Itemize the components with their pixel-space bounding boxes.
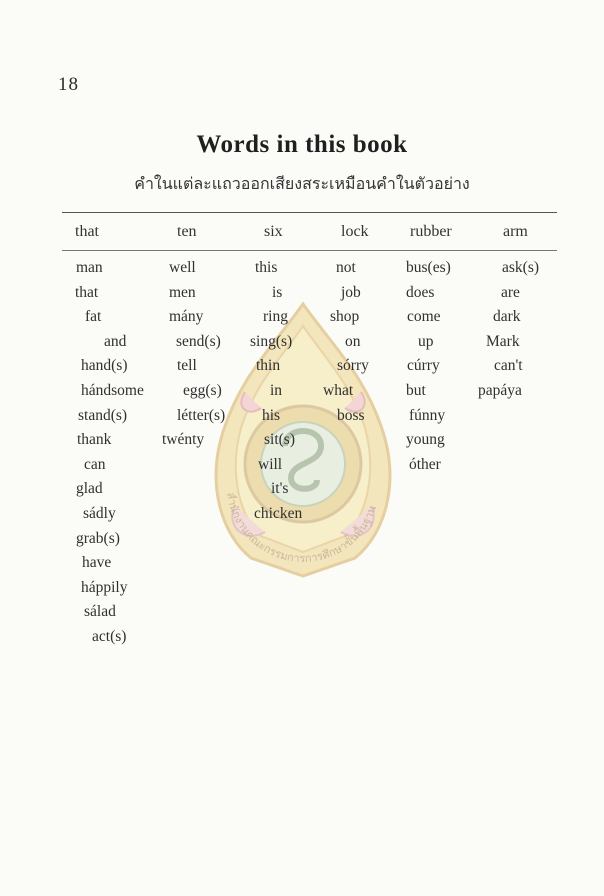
word-item: are bbox=[501, 283, 520, 301]
column-header-lock: lock bbox=[341, 223, 369, 240]
word-item: can bbox=[84, 455, 106, 473]
word-item: hand(s) bbox=[81, 357, 128, 375]
word-item: act(s) bbox=[92, 628, 127, 645]
column-header-arm: arm bbox=[503, 223, 528, 240]
word-item: tell bbox=[177, 357, 197, 375]
word-item: it's bbox=[271, 480, 289, 498]
word-item: fúnny bbox=[409, 406, 446, 424]
word-item: cúrry bbox=[407, 357, 440, 375]
word-item: have bbox=[82, 554, 112, 572]
word-item: on bbox=[345, 332, 361, 350]
word-item: and bbox=[104, 332, 127, 350]
word-item: man bbox=[76, 259, 103, 276]
column-header-rubber: rubber bbox=[410, 223, 452, 240]
word-item: papáya bbox=[478, 382, 522, 399]
watermark-seal-icon bbox=[205, 296, 401, 590]
word-item: up bbox=[418, 332, 434, 350]
word-item: in bbox=[270, 382, 283, 399]
word-item: bus(es) bbox=[406, 259, 451, 276]
word-item: can't bbox=[494, 357, 523, 375]
column-header-ten: ten bbox=[177, 223, 197, 240]
word-item: ask(s) bbox=[502, 259, 540, 276]
word-item: will bbox=[258, 455, 283, 473]
word-item: thin bbox=[256, 357, 281, 375]
word-item: sálad bbox=[84, 603, 116, 621]
column-header-six: six bbox=[264, 223, 283, 240]
word-item: stand(s) bbox=[78, 406, 128, 424]
word-item: mány bbox=[169, 308, 204, 326]
word-item: hándsome bbox=[81, 382, 144, 399]
word-item: sing(s) bbox=[250, 332, 293, 350]
word-item: sádly bbox=[83, 505, 116, 522]
word-item: his bbox=[262, 406, 281, 424]
word-item: come bbox=[407, 308, 441, 326]
word-item: send(s) bbox=[176, 332, 221, 350]
word-item: óther bbox=[409, 455, 441, 473]
page-title: Words in this book bbox=[196, 131, 408, 158]
word-item: ring bbox=[263, 308, 288, 326]
word-item: job bbox=[341, 283, 361, 301]
word-item: háppily bbox=[81, 578, 128, 596]
word-item: egg(s) bbox=[183, 382, 222, 399]
word-item: men bbox=[169, 283, 196, 301]
word-item: young bbox=[406, 431, 445, 449]
svg-text:สำนักงานคณะกรรมการการศึกษาขั้น: สำนักงานคณะกรรมการการศึกษาขั้นพื้นฐาน bbox=[224, 491, 379, 566]
word-item: létter(s) bbox=[177, 406, 226, 424]
word-item: thank bbox=[77, 431, 112, 449]
word-item: grab(s) bbox=[76, 529, 120, 547]
word-item: shop bbox=[330, 308, 360, 326]
word-item: is bbox=[272, 283, 283, 301]
word-item: sit(s) bbox=[264, 431, 295, 449]
word-item: does bbox=[406, 283, 435, 301]
word-item: dark bbox=[493, 308, 521, 326]
word-item: what bbox=[323, 382, 354, 399]
word-item: twénty bbox=[162, 431, 205, 449]
word-item: chicken bbox=[254, 505, 303, 522]
column-header-that: that bbox=[75, 223, 99, 240]
page-number: 18 bbox=[58, 74, 79, 95]
word-item: fat bbox=[85, 308, 102, 326]
word-item: not bbox=[336, 259, 356, 276]
word-item: Mark bbox=[486, 332, 520, 350]
page-subtitle: คำในแต่ละแถวออกเสียงสระเหมือนคำในตัวอย่าง bbox=[134, 174, 470, 193]
word-item: sórry bbox=[337, 357, 369, 375]
word-item: well bbox=[169, 259, 196, 276]
word-item: that bbox=[75, 283, 99, 301]
word-item: glad bbox=[76, 480, 103, 498]
table-top-rule bbox=[62, 212, 557, 213]
word-item: this bbox=[255, 259, 278, 276]
word-item: but bbox=[406, 382, 426, 399]
table-header-rule bbox=[62, 250, 557, 251]
word-item: boss bbox=[337, 406, 365, 424]
